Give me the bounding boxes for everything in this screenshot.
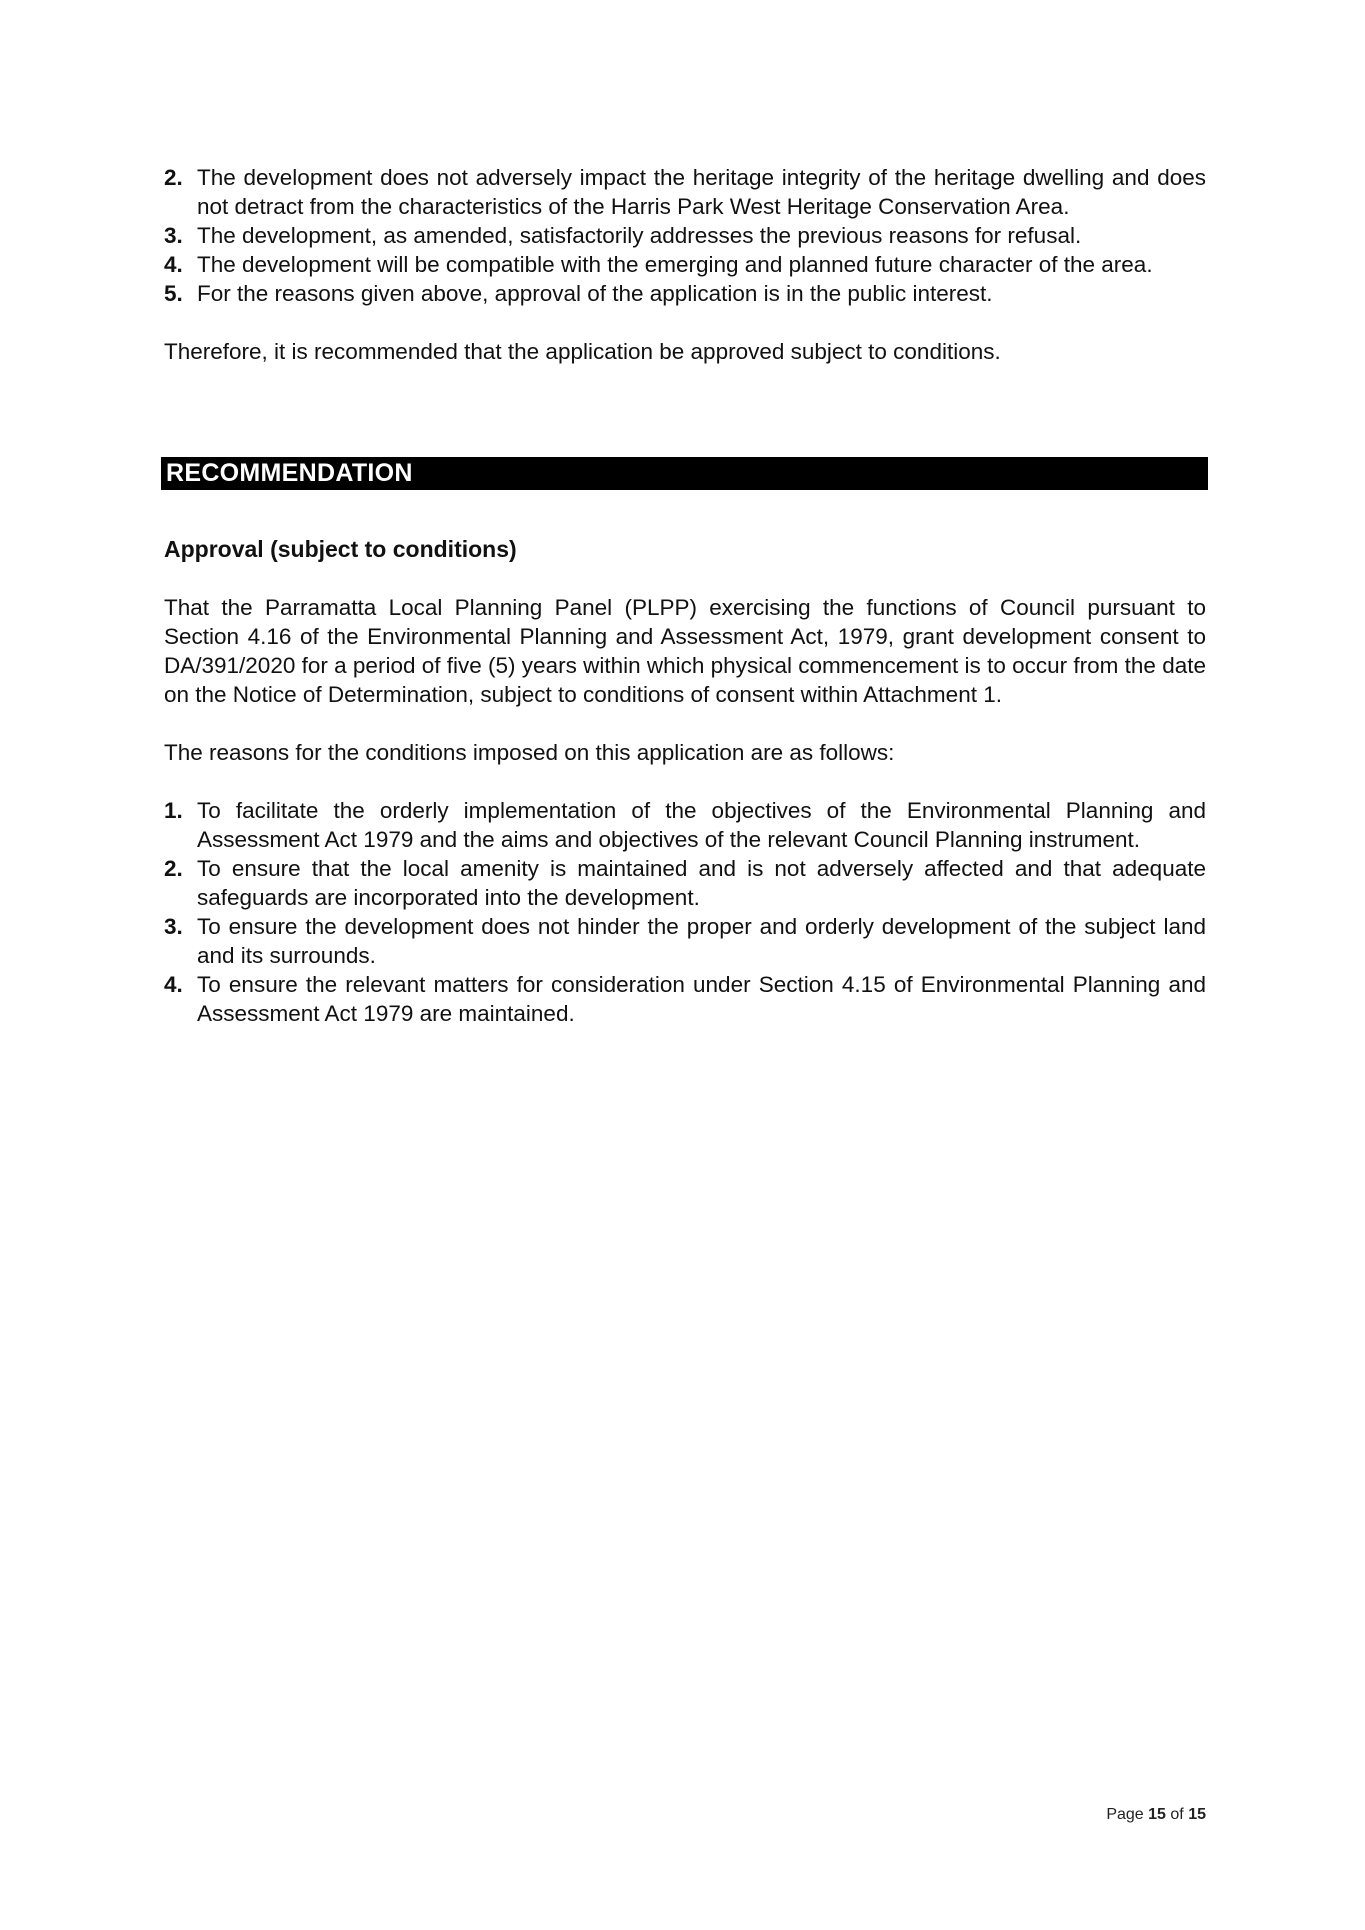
current-page: 15 [1148, 1806, 1166, 1823]
list-item-text: The development does not adversely impact the heritage integrity of the heritage dwelling and does not detract from the characteristics of the Harris Park West Heritage Conservation Area. [197, 165, 1206, 219]
recommendation-body [164, 535, 1206, 1028]
list-item-text: To facilitate the orderly implementation of the objectives of the Environmental Planning and Assessment Act 1979 and the aims and objectives of the relevant Council Planning instrument. [197, 798, 1206, 852]
approval-heading: Approval (subject to conditions) [164, 536, 517, 562]
findings-list [164, 163, 1206, 308]
reasons-list [164, 796, 1206, 1028]
list-item-number: 4. [164, 252, 183, 277]
list-item-number: 3. [164, 914, 183, 939]
list-item [164, 221, 1206, 250]
list-item [164, 912, 1206, 970]
list-item-number: 1. [164, 798, 183, 823]
of-label: of [1170, 1806, 1184, 1823]
list-item-number: 2. [164, 856, 183, 881]
list-item-text: To ensure the relevant matters for consideration under Section 4.15 of Environmental Planning and Assessment Act 1979 are maintained. [197, 972, 1206, 1026]
list-item [164, 279, 1206, 308]
list-item [164, 854, 1206, 912]
recommendation-heading: RECOMMENDATION [161, 457, 1208, 490]
list-item-number: 2. [164, 165, 183, 190]
document-body [164, 163, 1206, 366]
list-item [164, 163, 1206, 221]
list-item-text: For the reasons given above, approval of the application is in the public interest. [197, 281, 993, 306]
list-item-number: 4. [164, 972, 183, 997]
list-item-text: To ensure that the local amenity is maintained and is not adversely affected and that adequate safeguards are incorporated into the development. [197, 856, 1206, 910]
total-pages: 15 [1188, 1806, 1206, 1823]
page-label: Page [1106, 1806, 1144, 1823]
list-item-number: 3. [164, 223, 183, 248]
list-item-text: The development, as amended, satisfactorily addresses the previous reasons for refusal. [197, 223, 1082, 248]
page-number [1106, 1806, 1206, 1824]
therefore-paragraph: Therefore, it is recommended that the application be approved subject to conditions. [164, 339, 1001, 364]
list-item-text: To ensure the development does not hinder the proper and orderly development of the subject land and its surrounds. [197, 914, 1206, 968]
list-item-text: The development will be compatible with the emerging and planned future character of the area. [197, 252, 1153, 277]
list-item [164, 970, 1206, 1028]
approval-paragraph: That the Parramatta Local Planning Panel (PLPP) exercising the functions of Council pursuant to Section 4.16 of the Environmental Planning and Assessment Act, 1979, grant development consent to DA/391/2020 for a period of five (5) years within which physical commencement is to occur from the date on the Notice of Determination, subject to conditions of consent within Attachment 1. [164, 595, 1206, 707]
reasons-intro: The reasons for the conditions imposed on this application are as follows: [164, 740, 895, 765]
list-item [164, 250, 1206, 279]
list-item-number: 5. [164, 281, 183, 306]
list-item [164, 796, 1206, 854]
